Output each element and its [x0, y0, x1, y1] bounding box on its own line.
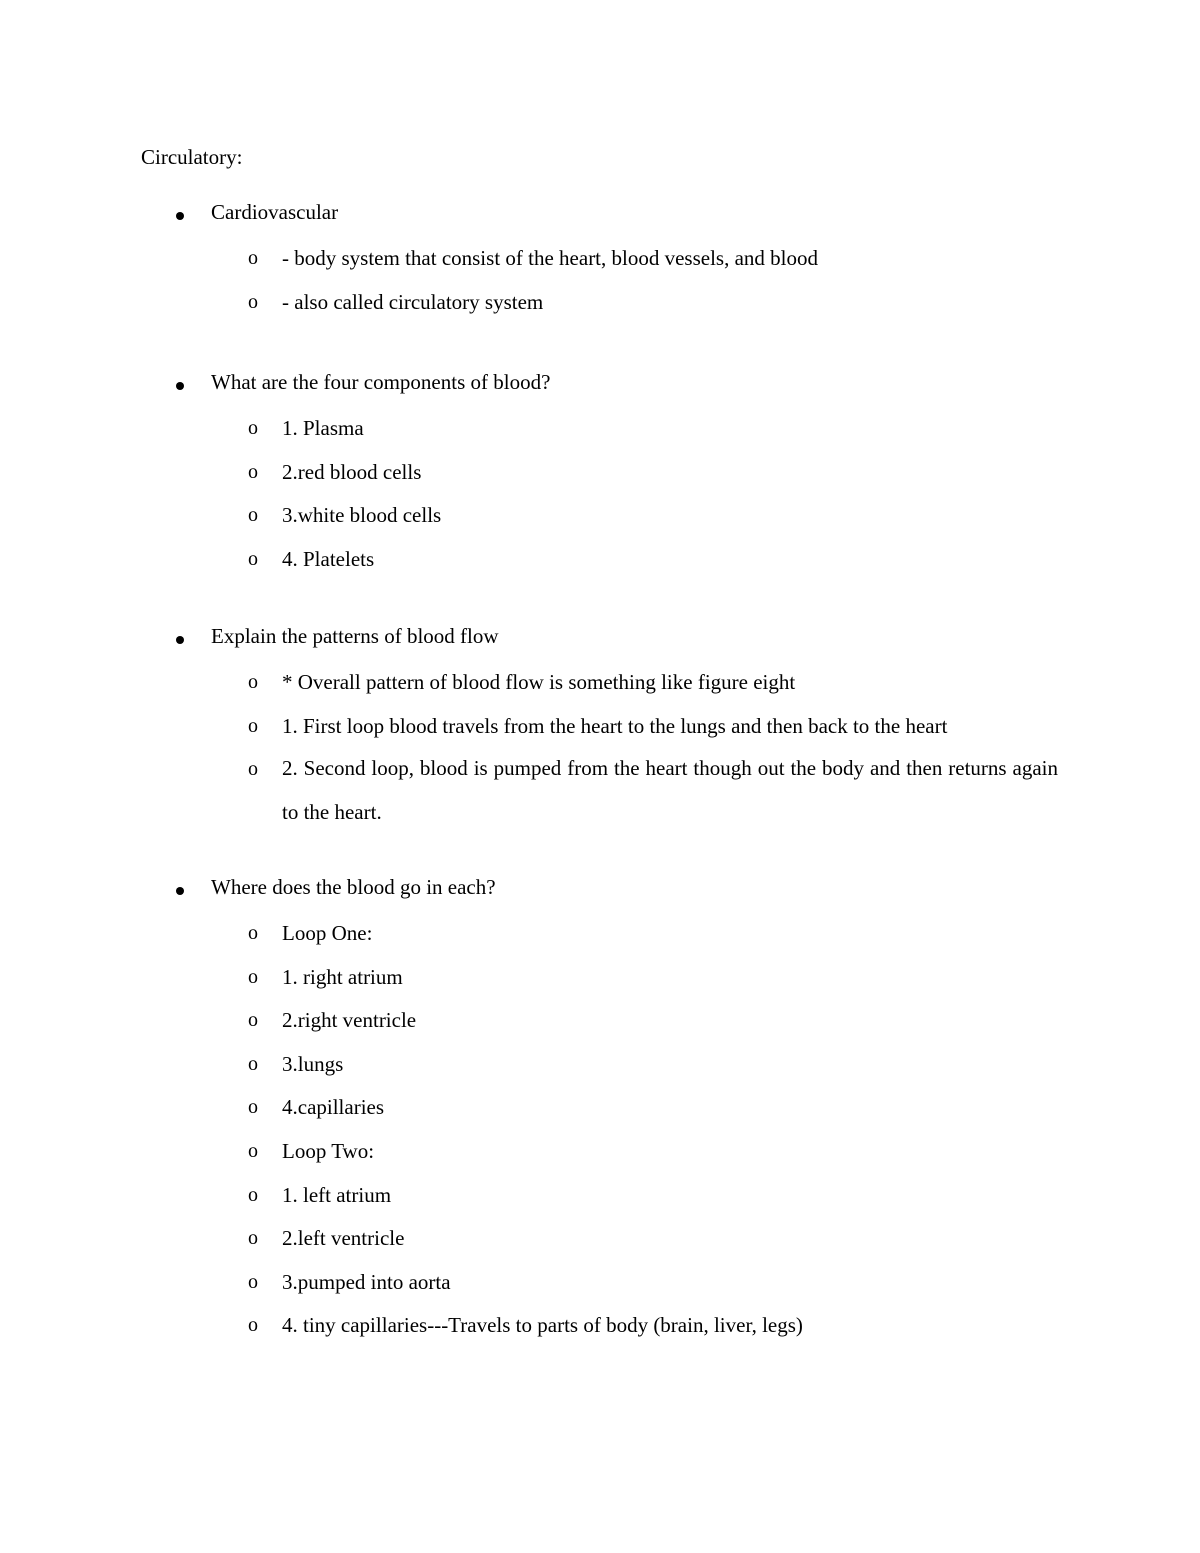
- circle-marker-icon: o: [248, 1270, 258, 1293]
- circle-marker-icon: o: [248, 417, 258, 439]
- sub-item-text: Loop Two:: [282, 1138, 375, 1163]
- sub-item-text: 2. Second loop, blood is pumped from the heart though out the body and then returns again to the heart.: [282, 756, 1058, 824]
- circle-marker-icon: o: [248, 290, 258, 313]
- circle-marker-icon: o: [248, 922, 258, 944]
- sub-item-text: 3.pumped into aorta: [282, 1269, 451, 1294]
- sub-list-item: [0, 1227, 1200, 1271]
- sub-list-item: [0, 671, 1200, 715]
- circle-marker-icon: o: [248, 1052, 258, 1075]
- sub-list-item: [0, 1009, 1200, 1053]
- sub-item-text: 4. tiny capillaries---Travels to parts of body (brain, liver, legs): [282, 1313, 803, 1338]
- bullet-dot-icon: [176, 887, 184, 895]
- sub-list-item: [0, 1184, 1200, 1228]
- sub-list-item: [0, 1271, 1200, 1315]
- sub-item-text: - body system that consist of the heart, blood vessels, and blood: [282, 246, 819, 270]
- circle-marker-icon: o: [248, 758, 258, 781]
- sub-list-item: [0, 1314, 1200, 1358]
- sub-item-text: 3.white blood cells: [282, 503, 442, 528]
- circle-marker-icon: o: [248, 1096, 258, 1119]
- sub-item-text: 2.left ventricle: [282, 1226, 405, 1251]
- circle-marker-icon: o: [248, 965, 258, 988]
- sub-item-text: 2.right ventricle: [282, 1008, 417, 1033]
- sub-item-text: 1. right atrium: [282, 964, 403, 989]
- sub-list-item: [0, 504, 1200, 548]
- section-blood-loops: [0, 875, 1200, 1358]
- sub-list-item: [0, 247, 1200, 291]
- circle-marker-icon: o: [248, 1314, 258, 1337]
- section-blood-flow-patterns: [0, 624, 1200, 844]
- bullet-dot-icon: [176, 636, 184, 644]
- sub-list-item: [0, 922, 1200, 966]
- bullet-item: [0, 624, 1200, 671]
- sub-list-item: [0, 291, 1200, 335]
- circle-marker-icon: o: [248, 247, 258, 269]
- sub-list-item: [0, 1140, 1200, 1184]
- circle-marker-icon: o: [248, 671, 258, 693]
- sub-item-text: 4.capillaries: [282, 1095, 385, 1120]
- circle-marker-icon: o: [248, 1227, 258, 1250]
- circle-marker-icon: o: [248, 547, 258, 570]
- sub-list-item: [0, 1096, 1200, 1140]
- sub-item-text: Loop One:: [282, 921, 373, 945]
- sub-item-text: 1. left atrium: [282, 1182, 392, 1207]
- sub-list-item: [0, 758, 1200, 844]
- sub-list-item: [0, 966, 1200, 1010]
- circle-marker-icon: o: [248, 1183, 258, 1206]
- sub-list-item: [0, 548, 1200, 592]
- section-components-of-blood: [0, 370, 1200, 591]
- bullet-item: [0, 200, 1200, 247]
- circle-marker-icon: o: [248, 460, 258, 483]
- sub-item-text: 3.lungs: [282, 1051, 344, 1076]
- sub-list-item: [0, 417, 1200, 461]
- bullet-dot-icon: [176, 212, 184, 220]
- bullet-heading: Where does the blood go in each?: [211, 875, 496, 899]
- sub-list-item: [0, 461, 1200, 505]
- bullet-dot-icon: [176, 382, 184, 390]
- sub-item-text: 1. First loop blood travels from the heart to the lungs and then back to the heart: [282, 713, 948, 738]
- sub-list: [0, 247, 1200, 334]
- circle-marker-icon: o: [248, 504, 258, 527]
- bullet-item: [0, 875, 1200, 922]
- sub-item-text: 4. Platelets: [282, 546, 375, 571]
- sub-item-text: * Overall pattern of blood flow is something like figure eight: [282, 670, 796, 694]
- sub-item-text: - also called circulatory system: [282, 289, 544, 314]
- circle-marker-icon: o: [248, 1009, 258, 1032]
- sub-list: [0, 922, 1200, 1358]
- bullet-heading: What are the four components of blood?: [211, 370, 551, 394]
- document-title: Circulatory:: [141, 145, 243, 169]
- circle-marker-icon: o: [248, 1139, 258, 1162]
- sub-list-item: [0, 1053, 1200, 1097]
- sub-item-text: 1. Plasma: [282, 416, 364, 440]
- circle-marker-icon: o: [248, 714, 258, 737]
- sub-list: [0, 417, 1200, 591]
- sub-list: [0, 671, 1200, 844]
- bullet-heading: Explain the patterns of blood flow: [211, 624, 499, 648]
- section-cardiovascular: [0, 200, 1200, 334]
- bullet-heading: Cardiovascular: [211, 200, 339, 224]
- bullet-item: [0, 370, 1200, 417]
- sub-item-text: 2.red blood cells: [282, 459, 422, 484]
